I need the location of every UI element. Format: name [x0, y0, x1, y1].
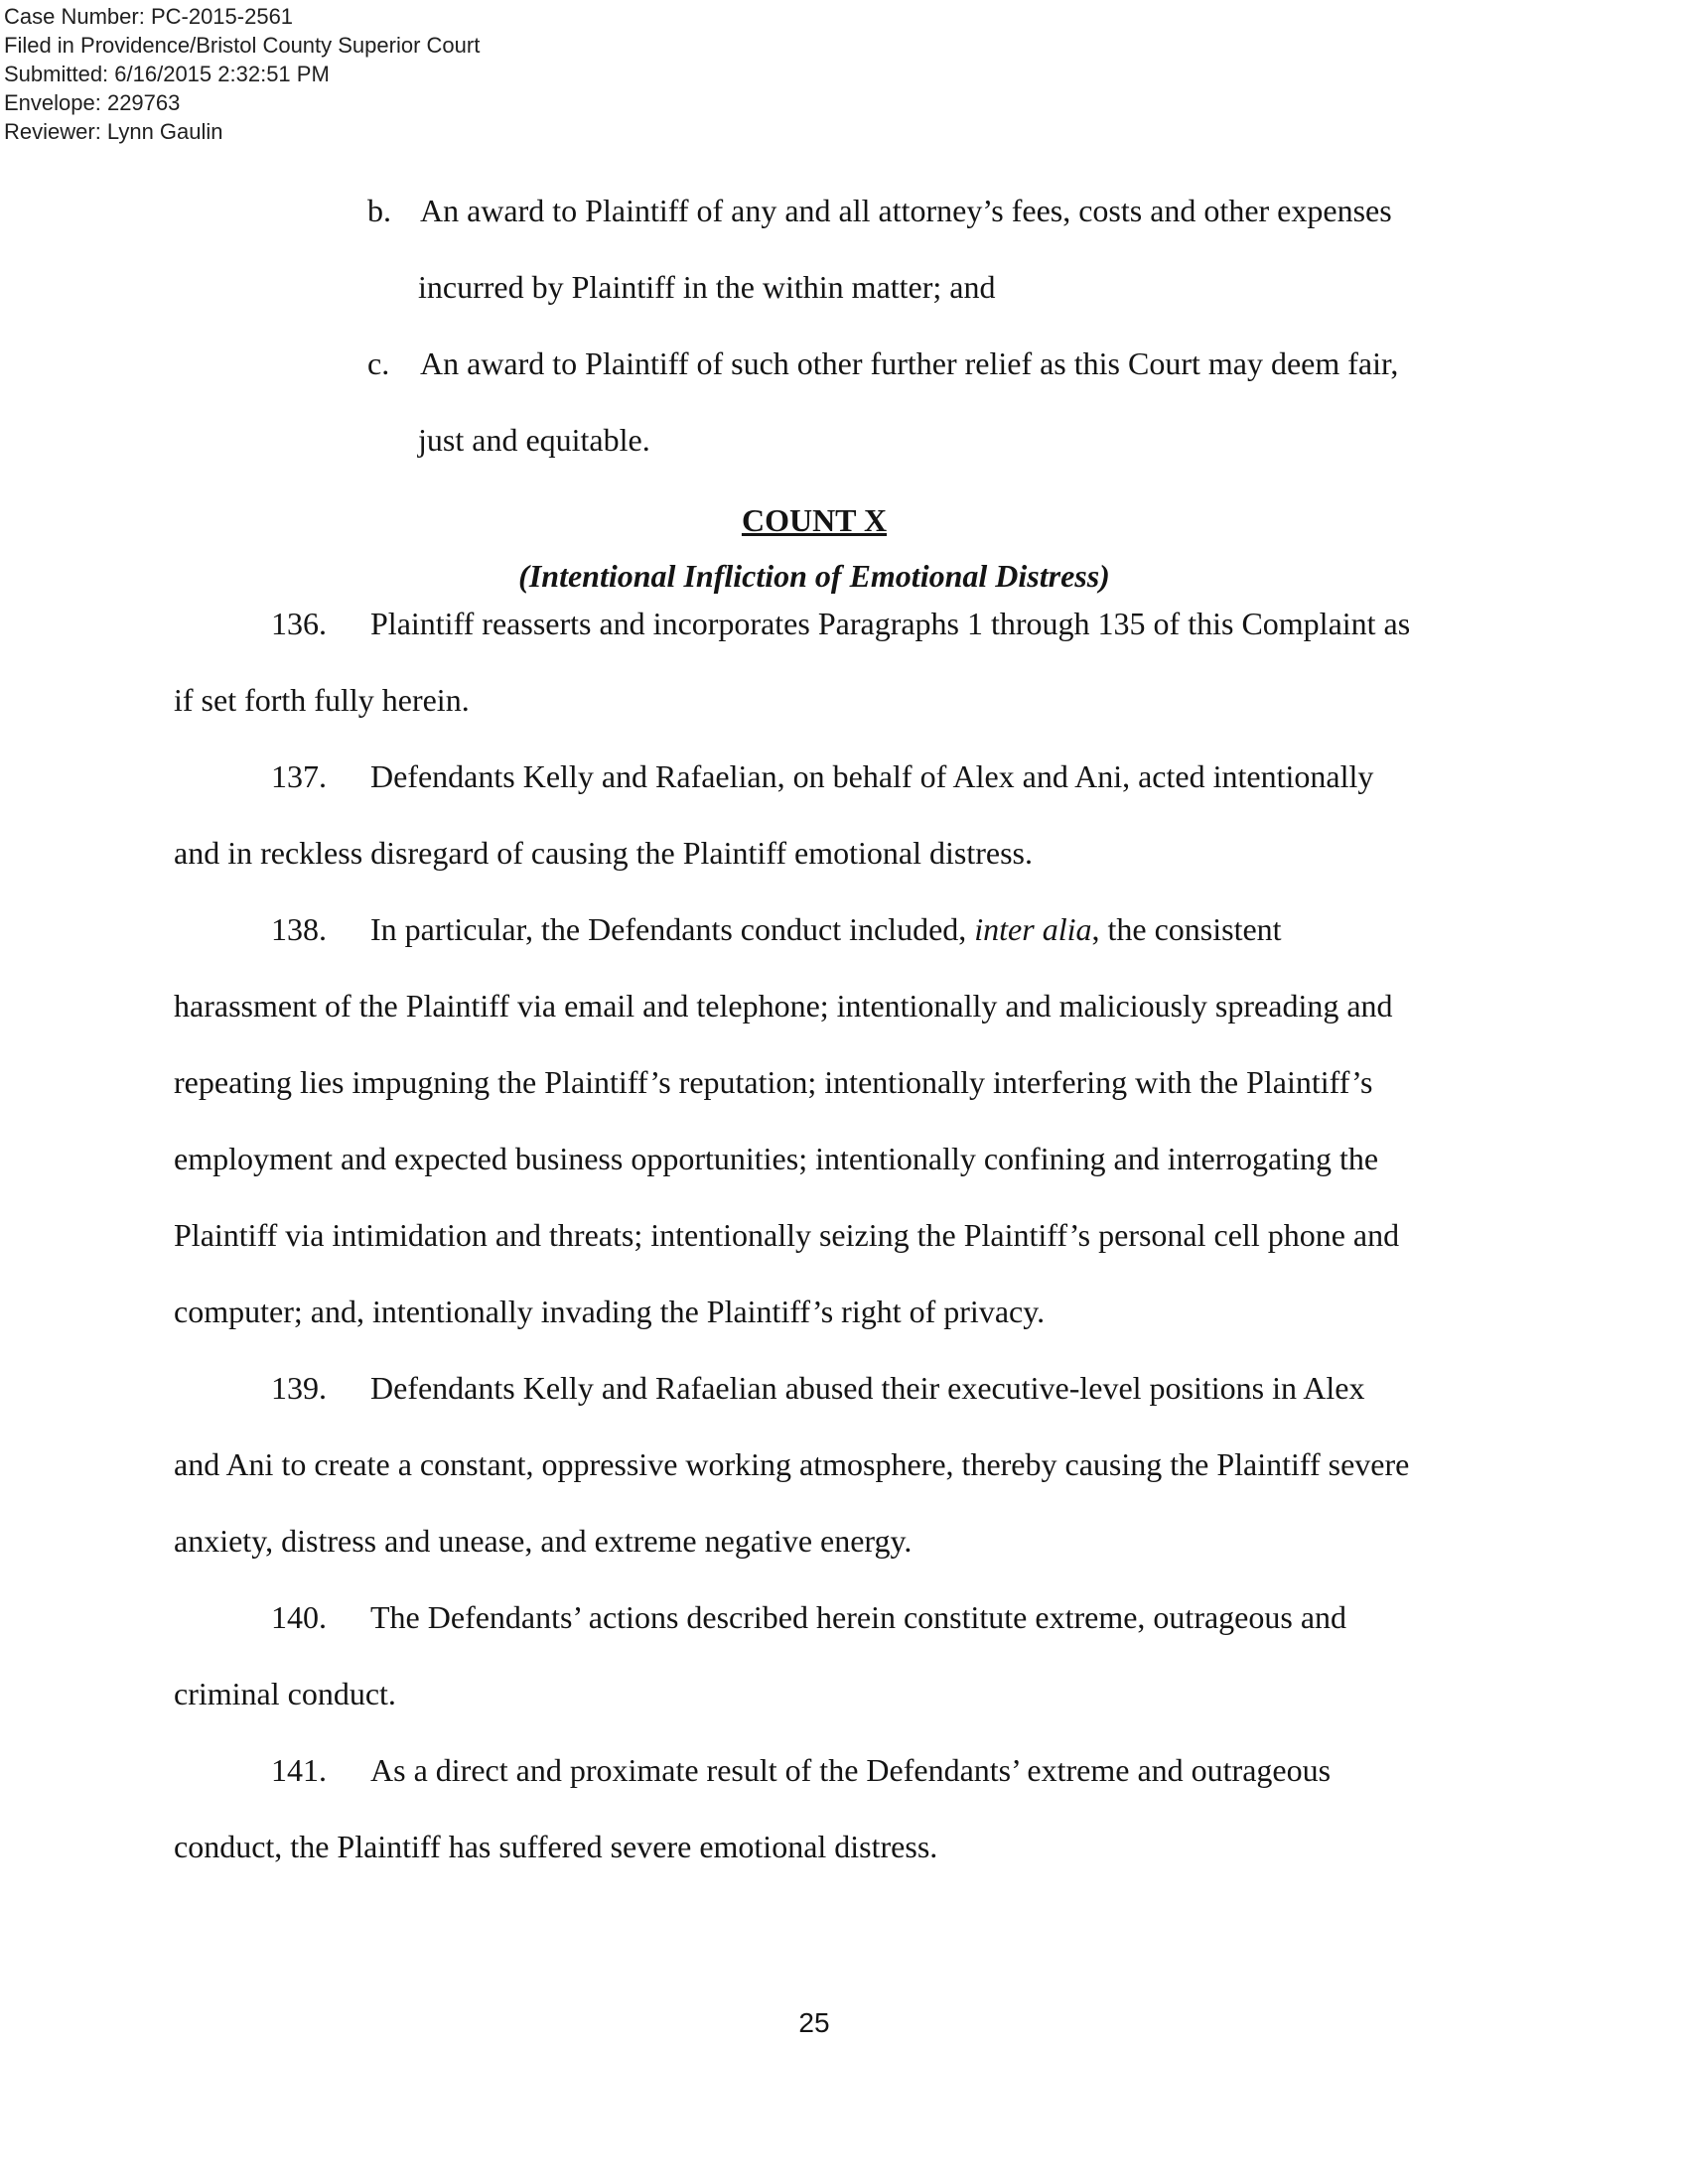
paragraph-136-number: 136.: [271, 606, 327, 641]
relief-item-c-marker: c.: [367, 345, 390, 381]
filing-court: Filed in Providence/Bristol County Superior Court: [4, 33, 481, 58]
relief-item-b-line-2: incurred by Plaintiff in the within matter; and: [418, 269, 996, 305]
filing-stamp: [4, 2, 480, 146]
paragraph-140-line-1: 140. The Defendants’ actions described herein constitute extreme, outrageous and: [271, 1599, 1347, 1635]
envelope-number: Envelope: 229763: [4, 90, 181, 115]
paragraph-139-line-2: and Ani to create a constant, oppressive working atmosphere, thereby causing the Plaintiff severe: [174, 1446, 1410, 1482]
relief-item-b-marker: b.: [367, 193, 391, 228]
count-subtitle: (Intentional Infliction of Emotional Distress): [518, 558, 1110, 594]
paragraph-138-line-2: harassment of the Plaintiff via email and telephone; intentionally and maliciously spreading and: [174, 988, 1393, 1024]
relief-item-c-line-1: c. An award to Plaintiff of such other further relief as this Court may deem fair,: [367, 345, 1399, 381]
paragraph-140-line-2: criminal conduct.: [174, 1676, 396, 1711]
paragraph-140-number: 140.: [271, 1599, 327, 1635]
latin-phrase-inter-alia: inter alia: [974, 911, 1092, 947]
paragraph-138-line-5: Plaintiff via intimidation and threats; intentionally seizing the Plaintiff’s personal cell phone and: [174, 1217, 1400, 1253]
paragraph-136-line-2: if set forth fully herein.: [174, 682, 470, 718]
paragraph-138-line-6: computer; and, intentionally invading the Plaintiff’s right of privacy.: [174, 1294, 1046, 1329]
paragraph-141-line-1: 141. As a direct and proximate result of the Defendants’ extreme and outrageous: [271, 1752, 1332, 1788]
reviewer-name: Reviewer: Lynn Gaulin: [4, 119, 223, 144]
paragraph-138-line-1: 138. In particular, the Defendants conduct included, inter alia, the consistent: [271, 911, 1282, 947]
paragraph-139-line-3: anxiety, distress and unease, and extreme negative energy.: [174, 1523, 913, 1559]
paragraph-139-line-1: 139. Defendants Kelly and Rafaelian abused their executive-level positions in Alex: [271, 1370, 1365, 1406]
submitted-timestamp: Submitted: 6/16/2015 2:32:51 PM: [4, 62, 330, 86]
paragraph-138-line-3: repeating lies impugning the Plaintiff’s reputation; intentionally interfering with the Plaintiff’s: [174, 1064, 1373, 1100]
page-number: 25: [798, 2007, 830, 2038]
count-heading: COUNT X: [741, 502, 888, 538]
paragraph-136-line-1: 136. Plaintiff reasserts and incorporates Paragraphs 1 through 135 of this Complaint as: [271, 606, 1411, 641]
paragraph-137-number: 137.: [271, 758, 327, 794]
relief-item-c-line-2: just and equitable.: [418, 422, 650, 458]
paragraph-138-number: 138.: [271, 911, 327, 947]
paragraph-137-line-2: and in reckless disregard of causing the Plaintiff emotional distress.: [174, 835, 1033, 871]
relief-item-b-line-1: b. An award to Plaintiff of any and all attorney’s fees, costs and other expenses: [367, 193, 1392, 228]
paragraph-141-number: 141.: [271, 1752, 327, 1788]
paragraph-139-number: 139.: [271, 1370, 327, 1406]
case-number: Case Number: PC-2015-2561: [4, 4, 294, 29]
paragraph-138-line-4: employment and expected business opportunities; intentionally confining and interrogating the: [174, 1141, 1379, 1176]
paragraph-137-line-1: 137. Defendants Kelly and Rafaelian, on behalf of Alex and Ani, acted intentionally: [271, 758, 1374, 794]
paragraph-141-line-2: conduct, the Plaintiff has suffered severe emotional distress.: [174, 1829, 938, 1864]
